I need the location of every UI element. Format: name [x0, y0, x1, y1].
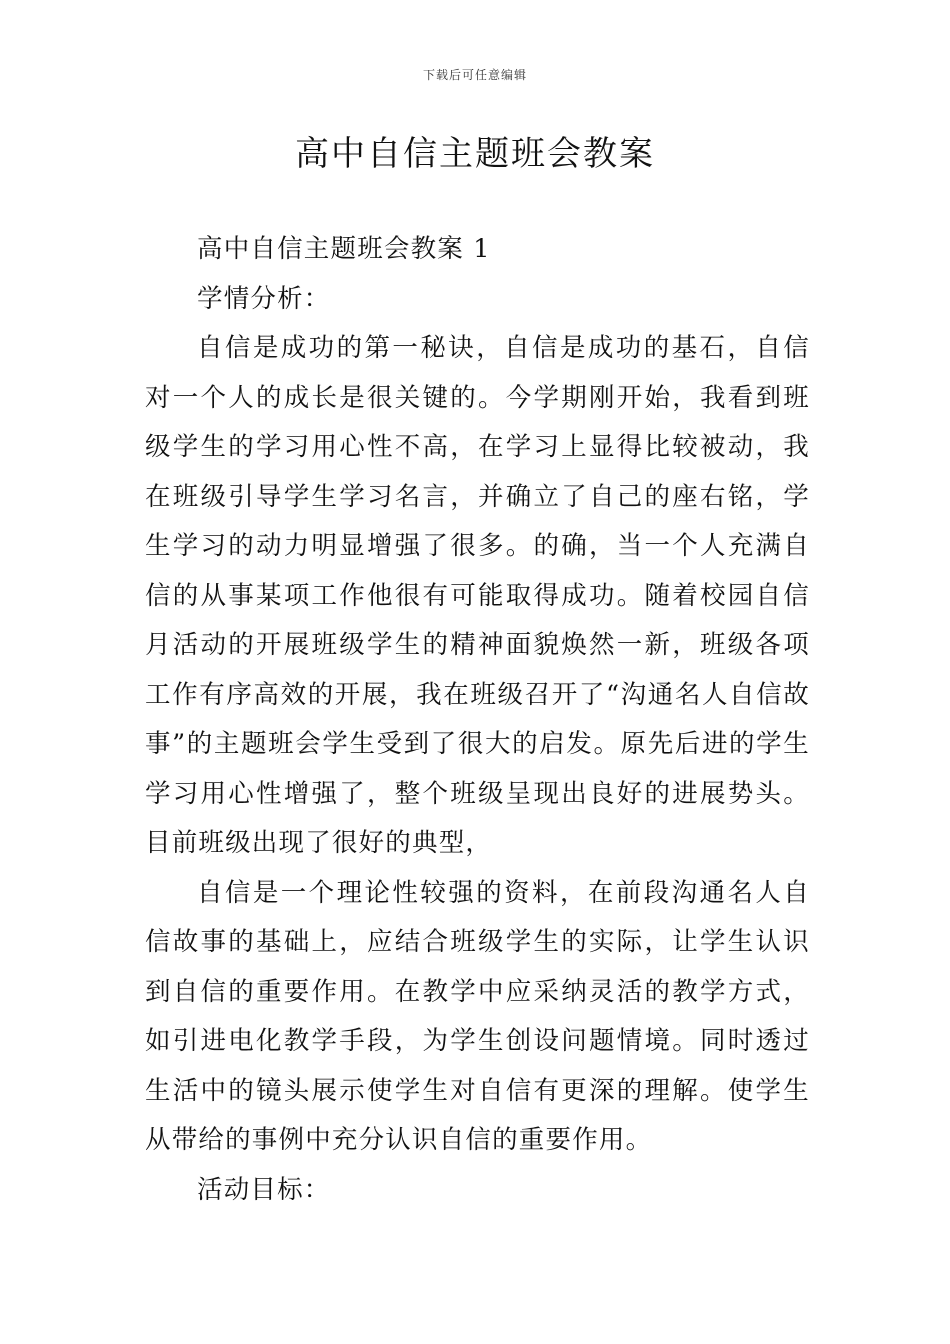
- header-note: 下载后可任意编辑: [422, 68, 527, 82]
- document-body: [145, 225, 810, 1215]
- subheading-goals: 活动目标：: [197, 1174, 331, 1205]
- section-heading: 高中自信主题班会教案 1: [197, 234, 491, 264]
- subheading-analysis: 学情分析：: [197, 283, 331, 314]
- paragraph-2: 自信是一个理论性较强的资料，在前段沟通名人自信故事的基础上，应结合班级学生的实际，让学生认识到自信的重要作用。在教学中应采纳灵活的教学方式，如引进电化教学手段，为学生创设问题情境。同时透过生活中的镜头展示使学生对自信有更深的理解。使学生从带给的事例中充分认识自信的重要作用。: [145, 877, 810, 1155]
- paragraph-1: 自信是成功的第一秘诀，自信是成功的基石，自信对一个人的成长是很关键的。今学期刚开始，我看到班级学生的学习用心性不高，在学习上显得比较被动，我在班级引导学生学习名言，并确立了自己的座右铭，学生学习的动力明显增强了很多。的确，当一个人充满自信的从事某项工作他很有可能取得成功。随着校园自信月活动的开展班级学生的精神面貌焕然一新，班级各项工作有序高效的开展，我在班级召开了“沟通名人自信故事”的主题班会学生受到了很大的启发。原先后进的学生学习用心性增强了，整个班级呈现出良好的进展势头。目前班级出现了很好的典型，: [145, 333, 810, 858]
- document-title: 高中自信主题班会教案: [295, 134, 655, 174]
